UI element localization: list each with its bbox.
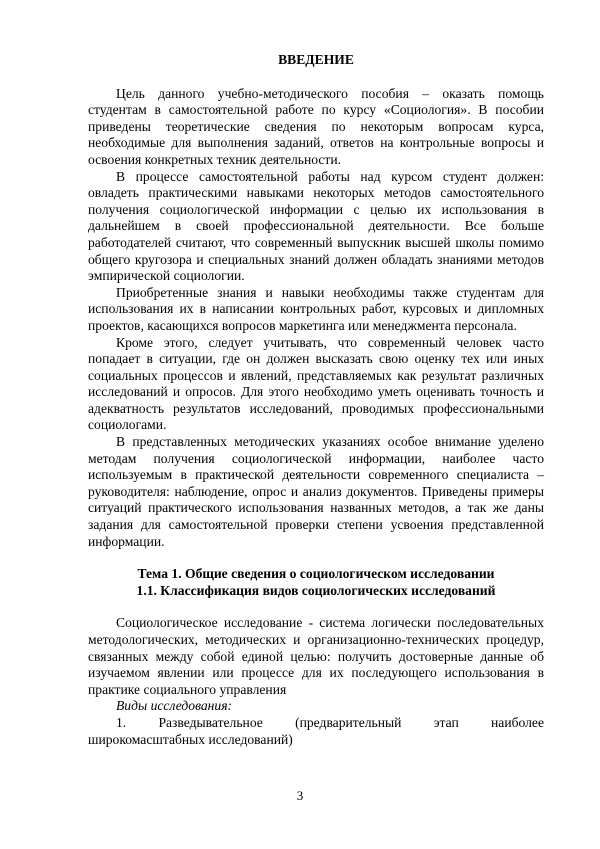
page-number: 3 [296,788,304,803]
list-item: 1. Разведывательное (предварительный этап наиболее широкомасштабных исследований) [88,714,544,747]
intro-paragraph-5: В представленных методических указаниях особое внимание уделено методам получения социологической информации, наиболее часто используемым в практической деятельности современного специалиста – руководителя: наблюдение, опрос и анализ документов. Приведены примеры ситуаций практического использования названных методов, а так же даны задания для самостоятельной проверки степени усвоения представленной информации. [88,434,544,549]
intro-paragraph-1: Цель данного учебно-методического пособия – оказать помощь студентам в самостоятельной работе по курсу «Социология». В пособии приведены теоретические сведения по некоторым вопросам курса, необходимые для выполнения заданий, ответов на контрольные вопросы и освоения конкретных техник деятельности. [88,85,544,167]
intro-paragraph-2: В процессе самостоятельной работы над курсом студент должен: овладеть практическими навыками некоторых методов самостоятельного получения социологической информации с целью их использования в дальнейшем в своей профессиональной деятельности. Все больше работодателей считают, что современный выпускник высшей школы помимо общего кругозора и специальных знаний должен обладать знаниями методов эмпирической социологии. [88,168,544,284]
types-label: Виды исследования: [116,698,233,714]
page-content [88,52,544,748]
intro-paragraph-4: Кроме этого, следует учитывать, что современный человек часто попадает в ситуации, где он должен высказать свою оценку тех или иных социальных процессов и явлений, представляемых как результат различных исследований и опросов. Для этого необходимо уметь оценивать точность и адекватность результатов исследований, проводимых профессиональными социологами. [88,334,544,433]
topic-heading: Тема 1. Общие сведения о социологическом исследовании [137,566,495,582]
definition-paragraph: Социологическое исследование - система логически последовательных методологических, методических и организационно-технических процедур, связанных между собой единой целью: получить достоверные данные об изучаемом явлении или процессе для их последующего использования в практике социального управления [88,615,544,697]
section-title: ВВЕДЕНИЕ [278,52,354,67]
intro-paragraph-3: Приобретенные знания и навыки необходимы также студентам для использования их в написании контрольных работ, курсовых и дипломных проектов, касающихся вопросов маркетинга или менеджмента персонала. [88,284,544,333]
subtopic-heading: 1.1. Классификация видов социологических исследований [136,582,496,598]
